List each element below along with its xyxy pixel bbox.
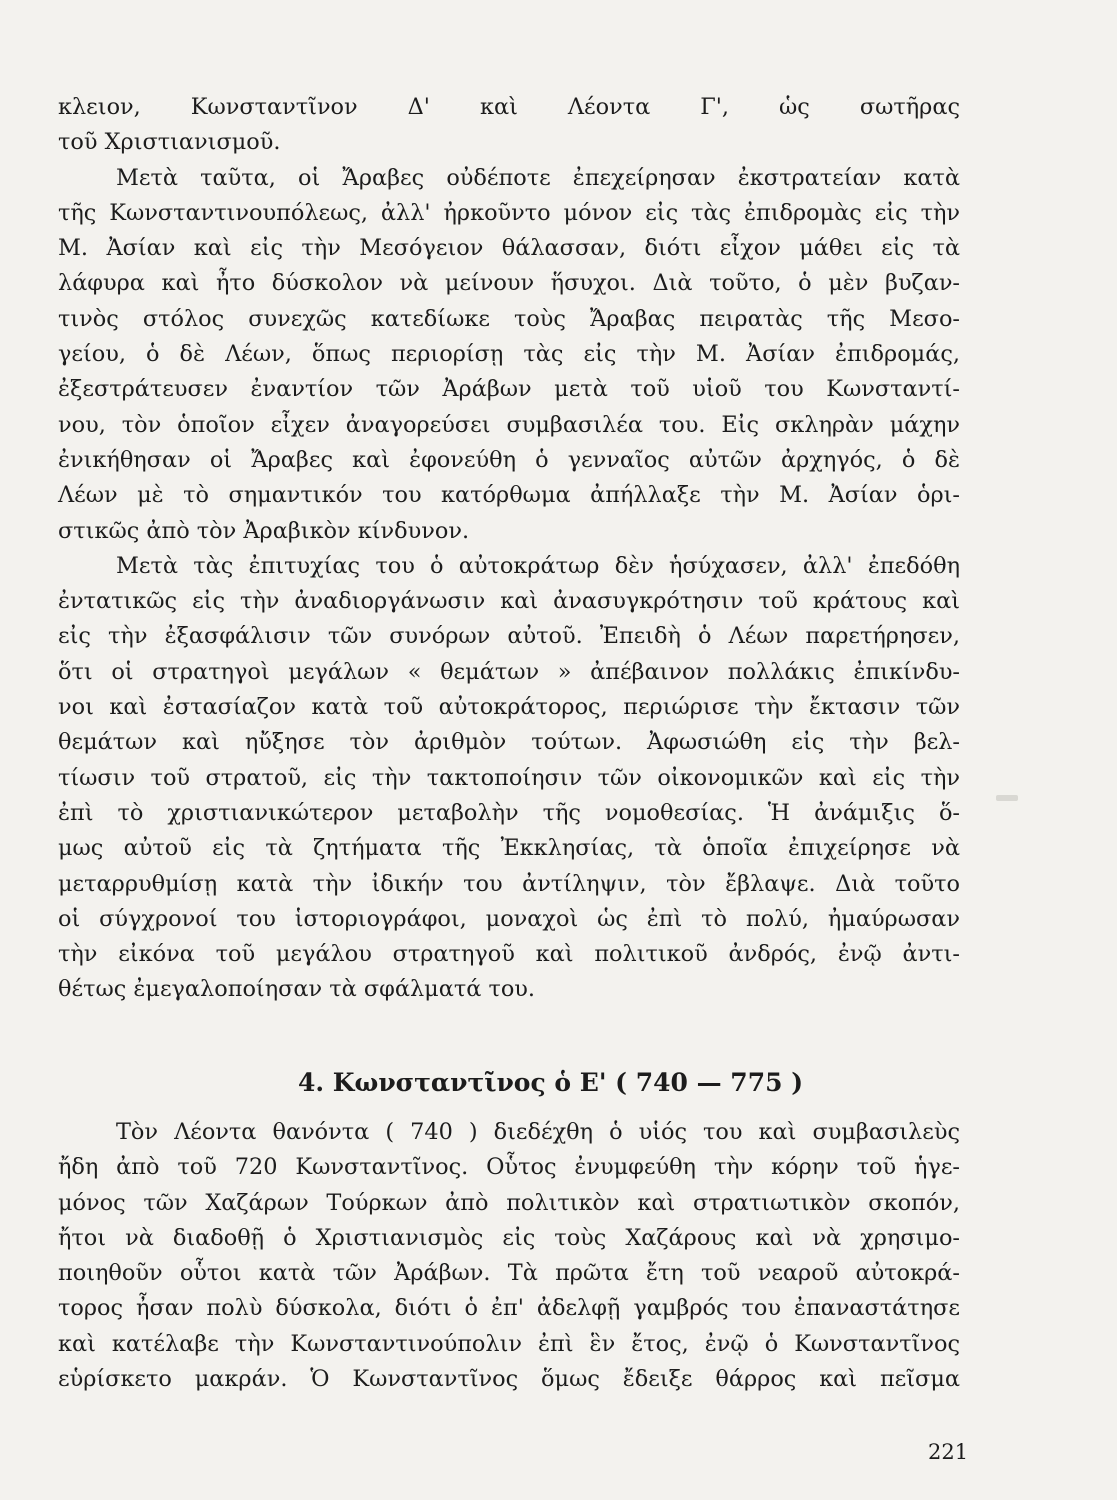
text-line: εἰς τὴν ἐξασφάλισιν τῶν συνόρων αὐτοῦ. Ἐπειδὴ ὁ Λέων παρετήρησεν, [58,623,960,650]
text-line: λάφυρα καὶ ἦτο δύσκολον νὰ μείνουν ἥσυχοι. Διὰ τοῦτο, ὁ μὲν βυζαν- [58,270,960,297]
text-line: τινὸς στόλος συνεχῶς κατεδίωκε τοὺς Ἄραβας πειρατὰς τῆς Μεσο- [58,305,960,332]
text-line: νου, τὸν ὁποῖον εἶχεν ἀναγορεύσει συμβασιλέα του. Εἰς σκληρὰν μάχην [58,411,960,438]
text-line: μόνος τῶν Χαζάρων Τούρκων ἀπὸ πολιτικὸν καὶ στρατιωτικὸν σκοπόν, [58,1189,960,1216]
text-line: Μ. Ἀσίαν καὶ εἰς τὴν Μεσόγειον θάλασσαν, διότι εἶχον μάθει εἰς τὰ [58,235,960,262]
text-line: γείου, ὁ δὲ Λέων, ὅπως περιορίσῃ τὰς εἰς τὴν Μ. Ἀσίαν ἐπιδρομάς, [58,341,960,368]
text-line: μως αὐτοῦ εἰς τὰ ζητήματα τῆς Ἐκκλησίας, τὰ ὁποῖα ἐπιχείρησε νὰ [58,835,960,862]
text-line: τὴν εἰκόνα τοῦ μεγάλου στρατηγοῦ καὶ πολιτικοῦ ἀνδρός, ἐνῷ ἀντι- [58,941,960,968]
text-line: μεταρρυθμίσῃ κατὰ τὴν ἰδικήν του ἀντίληψιν, τὸν ἔβλαψε. Διὰ τοῦτο [58,870,960,897]
text-line: Λέων μὲ τὸ σημαντικόν του κατόρθωμα ἀπήλλαξε τὴν Μ. Ἀσίαν ὁρι- [58,482,960,509]
text-line: εὑρίσκετο μακράν. Ὁ Κωνσταντῖνος ὅμως ἔδειξε θάρρος καὶ πεῖσμα [58,1366,960,1393]
text-line: ὅτι οἱ στρατηγοὶ μεγάλων « θεμάτων » ἀπέβαινον πολλάκις ἐπικίνδυ- [58,658,960,685]
text-line: κλειον, Κωνσταντῖνον Δ' καὶ Λέοντα Γ', ὡς σωτῆρας [58,94,960,120]
page-number: 221 [928,1440,969,1464]
body-text-part1 [58,90,960,1008]
text-line: τίωσιν τοῦ στρατοῦ, εἰς τὴν τακτοποίησιν τῶν οἰκονομικῶν καὶ εἰς τὴν [58,764,960,791]
text-line: νοι καὶ ἐστασίαζον κατὰ τοῦ αὐτοκράτορος, περιώρισε τὴν ἔκτασιν τῶν [58,694,960,721]
text-line: οἱ σύγχρονοί του ἱστοριογράφοι, μοναχοὶ ὡς ἐπὶ τὸ πολύ, ἠμαύρωσαν [58,905,960,932]
margin-smudge [996,795,1018,801]
text-line: ἐνικήθησαν οἱ Ἄραβες καὶ ἐφονεύθη ὁ γενναῖος αὐτῶν ἀρχηγός, ὁ δὲ [58,446,960,473]
text-line: τοῦ Χριστιανισμοῦ. [58,129,281,156]
text-line: ἐξεστράτευσεν ἐναντίον τῶν Ἀράβων μετὰ τοῦ υἱοῦ του Κωνσταντί- [58,376,960,403]
text-line: ποιηθοῦν οὗτοι κατὰ τῶν Ἀράβων. Τὰ πρῶτα ἔτη τοῦ νεαροῦ αὐτοκρά- [58,1260,960,1287]
text-line: ἤτοι νὰ διαδοθῇ ὁ Χριστιανισμὸς εἰς τοὺς Χαζάρους καὶ νὰ χρησιμο- [58,1224,960,1251]
text-line: Μετὰ ταῦτα, οἱ Ἄραβες οὐδέποτε ἐπεχείρησαν ἐκστρατείαν κατὰ [116,164,960,191]
text-line: καὶ κατέλαβε τὴν Κωνσταντινούπολιν ἐπὶ ἓν ἔτος, ἐνῷ ὁ Κωνσταντῖνος [58,1330,960,1357]
text-line: στικῶς ἀπὸ τὸν Ἀραβικὸν κίνδυνον. [58,517,470,544]
text-line: θέτως ἐμεγαλοποίησαν τὰ σφάλματά του. [58,976,536,1003]
text-line: ἐπὶ τὸ χριστιανικώτερον μεταβολὴν τῆς νομοθεσίας. Ἡ ἀνάμιξις ὅ- [58,799,960,826]
text-line: ἐντατικῶς εἰς τὴν ἀναδιοργάνωσιν καὶ ἀνασυγκρότησιν τοῦ κράτους καὶ [58,588,960,615]
text-line: ἤδη ἀπὸ τοῦ 720 Κωνσταντῖνος. Οὗτος ἐνυμφεύθη τὴν κόρην τοῦ ἡγε- [58,1154,960,1181]
section-heading: 4. Κωνσταντῖνος ὁ Ε' ( 740 — 775 ) [298,1068,804,1097]
body-text-part2 [58,1115,960,1397]
text-line: θεμάτων καὶ ηὔξησε τὸν ἀριθμὸν τούτων. Ἀφωσιώθη εἰς τὴν βελ- [58,729,960,756]
text-line: Μετὰ τὰς ἐπιτυχίας του ὁ αὐτοκράτωρ δὲν ἡσύχασεν, ἀλλ' ἐπεδόθη [116,552,960,579]
text-line: τορος ἦσαν πολὺ δύσκολα, διότι ὁ ἐπ' ἀδελφῇ γαμβρός του ἐπαναστάτησε [58,1295,960,1322]
text-line: Τὸν Λέοντα θανόντα ( 740 ) διεδέχθη ὁ υἱός του καὶ συμβασιλεὺς [116,1119,960,1145]
text-line: τῆς Κωνσταντινουπόλεως, ἀλλ' ἠρκοῦντο μόνον εἰς τὰς ἐπιδρομὰς εἰς τὴν [58,199,960,226]
